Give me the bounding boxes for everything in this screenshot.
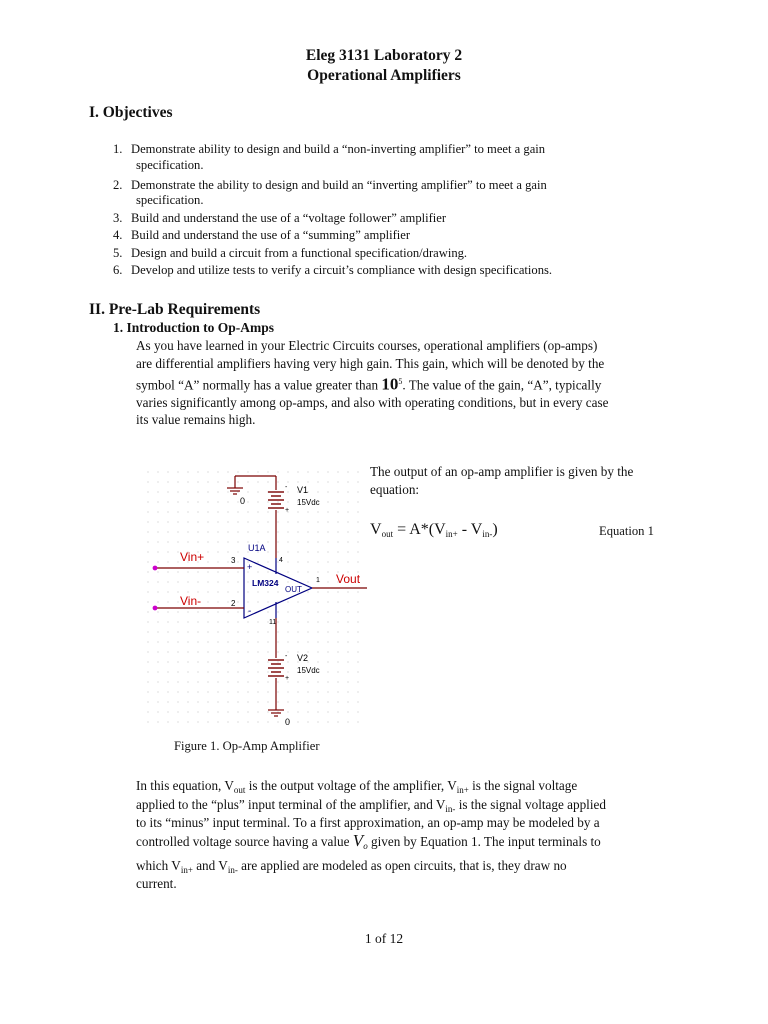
v1-minus-sign: - [285, 484, 288, 491]
equation-1-label: Equation 1 [599, 524, 654, 538]
document-title: Eleg 3131 Laboratory 2 [305, 47, 463, 64]
op-amp-schematic [140, 462, 370, 732]
intro-line-3: symbol “A” normally has a value greater than $10^5$. The value of the gain, “A”, typically [136, 374, 602, 394]
equation-1: $V_{out} = A*(V_{in+} - V_{in-})$ [370, 521, 498, 539]
explanation-line-3: to its “minus” input terminal. To a first approximation, an op-amp may be modeled by a [136, 815, 600, 830]
gain-power-exponent: 5 [398, 377, 403, 386]
prelab-heading: II. Pre-Lab Requirements [89, 301, 261, 318]
prelab-subheading: 1. Introduction to Op-Amps [113, 320, 275, 335]
v2-minus-sign: - [285, 653, 288, 660]
v1-value: 15Vdc [297, 498, 320, 507]
vin-plus-node [153, 566, 158, 571]
ground-label-top: 0 [240, 496, 246, 506]
vin-minus-node [153, 606, 158, 611]
v1-label: V1 [297, 485, 309, 495]
v2-plus-sign: + [285, 675, 290, 682]
objective-item-5: 5. Design and build a circuit from a functional specification/drawing. [113, 246, 468, 260]
objective-item-2: 2. Demonstrate the ability to design and build an “inverting amplifier” to meet a gain [113, 178, 547, 192]
battery-v1 [268, 492, 284, 508]
figure-caption: Figure 1. Op-Amp Amplifier [174, 739, 320, 753]
opamp-part-number: LM324 [252, 578, 279, 588]
opamp-minus-input: - [248, 606, 252, 617]
page-number: 1 of 12 [364, 931, 404, 946]
battery-v2 [268, 660, 284, 676]
opamp-plus-input: + [247, 562, 253, 572]
explanation-line-1: In this equation, $V_{out}$ is the output voltage of the amplifier, $V_{in+}$ is the signal voltage [136, 778, 578, 795]
pin-2-label: 2 [231, 599, 236, 608]
pin-11-label: 11 [269, 619, 277, 626]
pin-3-label: 3 [231, 556, 236, 565]
vin-plus-label: Vin+ [180, 550, 205, 564]
opamp-refdes: U1A [248, 543, 266, 553]
intro-line-5: its value remains high. [136, 412, 256, 427]
document-subtitle: Operational Amplifiers [307, 67, 461, 84]
intro-line-4: varies significantly among op-amps, and also with operating conditions, but in every case [136, 395, 609, 410]
pin-1-label: 1 [316, 577, 320, 584]
objective-item-4: 4. Build and understand the use of a “summing” amplifier [113, 228, 411, 242]
objective-item-1-cont: specification. [136, 158, 204, 172]
v2-label: V2 [297, 653, 309, 663]
vout-label: Vout [336, 572, 361, 586]
equation-intro-line-1: The output of an op-amp amplifier is given by the [370, 464, 634, 479]
objectives-heading: I. Objectives [89, 104, 173, 121]
vin-minus-label: Vin- [180, 594, 202, 608]
intro-line-1: As you have learned in your Electric Circuits courses, operational amplifiers (op-amps) [136, 338, 598, 353]
objective-item-6: 6. Develop and utilize tests to verify a circuit’s compliance with design specifications. [113, 263, 553, 277]
explanation-line-5: which $V_{in+}$ and $V_{in-}$ are applied are modeled as open circuits, that is, they draw no [136, 858, 567, 875]
ground-symbol-top [227, 476, 243, 494]
objective-item-1: 1. Demonstrate ability to design and build a “non-inverting amplifier” to meet a gain [113, 142, 546, 156]
equation-intro-line-2: equation: [370, 482, 420, 497]
ground-symbol-bottom [268, 710, 284, 716]
explanation-line-2: applied to the “plus” input terminal of the amplifier, and $V_{in-}$ is the signal voltage applied [136, 797, 606, 814]
opamp-out-pin: OUT [285, 585, 302, 594]
explanation-line-4: controlled voltage source having a value $V_o$ given by Equation 1. The input terminals to [136, 831, 601, 851]
objective-item-2-cont: specification. [136, 193, 204, 207]
v1-plus-sign: + [285, 507, 290, 514]
ground-label-bottom: 0 [285, 717, 291, 727]
v2-value: 15Vdc [297, 666, 320, 675]
explanation-line-6: current. [136, 876, 177, 891]
pin-4-label: 4 [279, 557, 283, 564]
gain-power-base: 10 [381, 374, 399, 394]
objective-item-3: 3. Build and understand the use of a “voltage follower” amplifier [113, 211, 447, 225]
intro-line-2: are differential amplifiers having very high gain. This gain, which will be denoted by the [136, 356, 605, 371]
